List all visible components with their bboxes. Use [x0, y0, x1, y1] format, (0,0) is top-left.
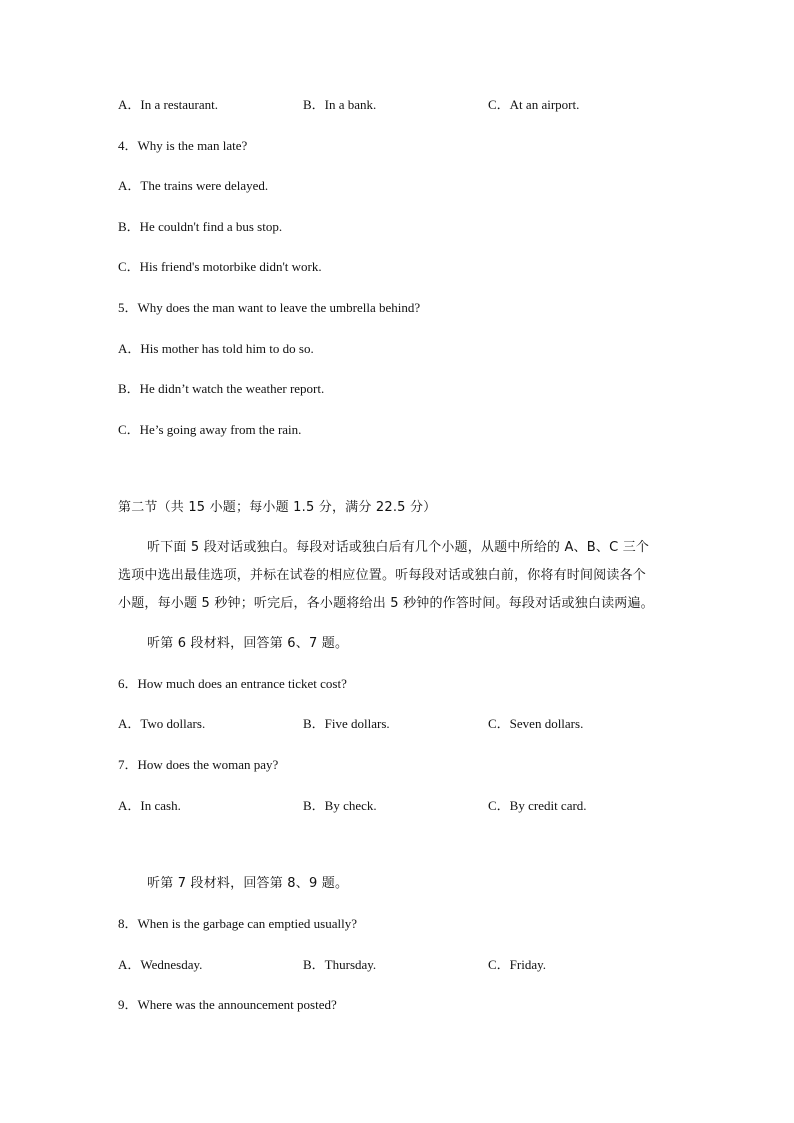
- q4-option-c: C．His friend's motorbike didn't work.: [118, 259, 322, 274]
- section-2-instructions-line-3: 小题，每小题 5 秒钟；听完后，各小题将给出 5 秒钟的作答时间。每段对话或独白读两遍。: [118, 596, 654, 611]
- q5-question: 5．Why does the man want to leave the umbrella behind?: [118, 300, 421, 315]
- q6-option-a: A．Two dollars.: [118, 716, 206, 731]
- section-2-instructions-line-1: 听下面 5 段对话或独白。每段对话或独白后有几个小题，从题中所给的 A、B、C 三个: [147, 540, 650, 555]
- q8-option-a: A．Wednesday.: [118, 957, 203, 972]
- q4-option-a: A．The trains were delayed.: [118, 178, 269, 193]
- q3-option-c: C．At an airport.: [488, 97, 580, 112]
- q3-option-a: A．In a restaurant.: [118, 97, 218, 112]
- q9-question: 9．Where was the announcement posted?: [118, 997, 337, 1012]
- q8-option-c: C．Friday.: [488, 957, 547, 972]
- q6-option-b: B．Five dollars.: [303, 716, 390, 731]
- q5-option-b: B．He didn’t watch the weather report.: [118, 381, 325, 396]
- passage-6-instruction: 听第 6 段材料，回答第 6、7 题。: [147, 636, 349, 651]
- q7-question: 7．How does the woman pay?: [118, 757, 279, 772]
- q4-question: 4．Why is the man late?: [118, 138, 248, 153]
- q8-question: 8．When is the garbage can emptied usually?: [118, 916, 357, 931]
- q7-option-b: B．By check.: [303, 798, 377, 813]
- q5-option-c: C．He’s going away from the rain.: [118, 422, 302, 437]
- q4-option-b: B．He couldn't find a bus stop.: [118, 219, 283, 234]
- q5-option-a: A．His mother has told him to do so.: [118, 341, 314, 356]
- q7-option-a: A．In cash.: [118, 798, 181, 813]
- section-2-instructions-line-2: 选项中选出最佳选项，并标在试卷的相应位置。听每段对话或独白前，你将有时间阅读各个: [118, 568, 647, 583]
- q6-question: 6．How much does an entrance ticket cost?: [118, 676, 347, 691]
- q7-option-c: C．By credit card.: [488, 798, 587, 813]
- q6-option-c: C．Seven dollars.: [488, 716, 584, 731]
- q8-option-b: B．Thursday.: [303, 957, 377, 972]
- section-2-heading: 第二节（共 15 小题；每小题 1.5 分，满分 22.5 分）: [118, 500, 437, 515]
- passage-7-instruction: 听第 7 段材料，回答第 8、9 题。: [147, 876, 349, 891]
- q3-option-b: B．In a bank.: [303, 97, 377, 112]
